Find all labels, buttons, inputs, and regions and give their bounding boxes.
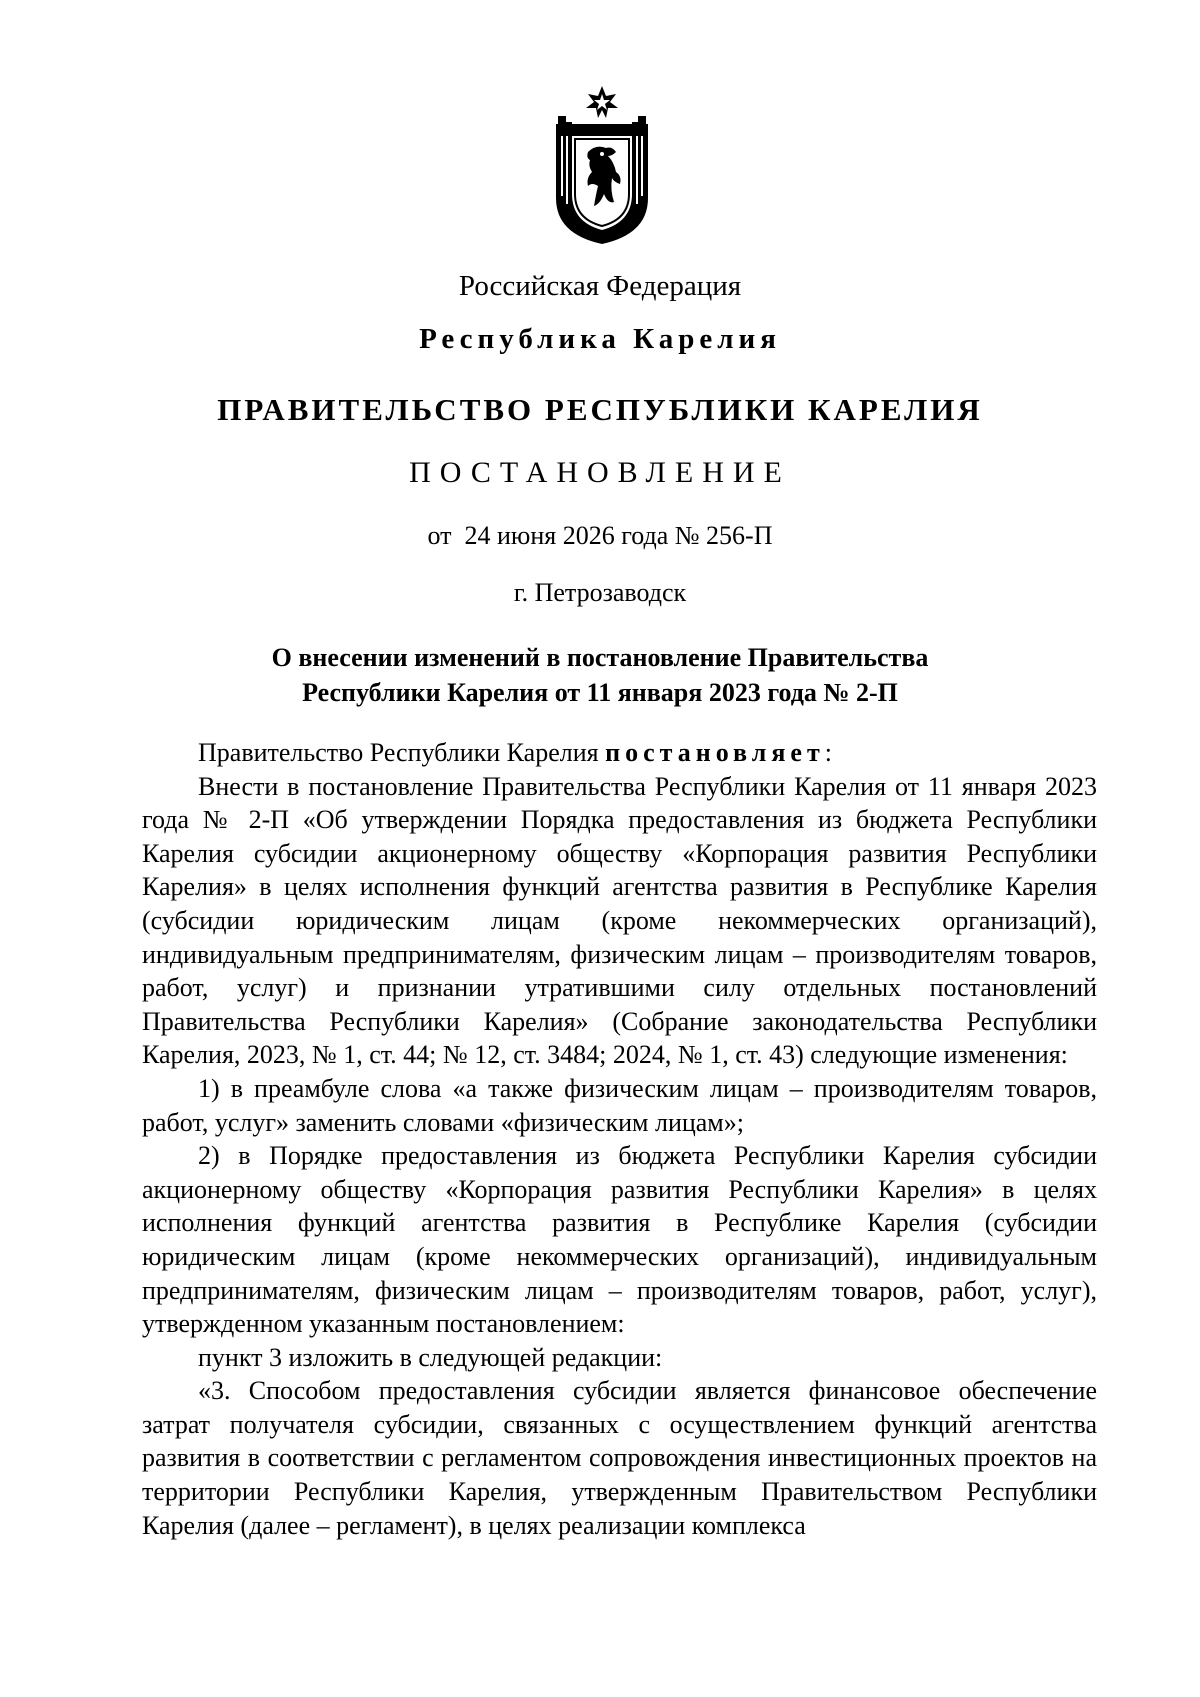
government-name: ПРАВИТЕЛЬСТВО РЕСПУБЛИКИ КАРЕЛИЯ bbox=[217, 392, 983, 427]
republic-name: Республика Карелия bbox=[419, 323, 781, 355]
document-city: г. Петрозаводск bbox=[513, 578, 687, 607]
list-item: 2) в Порядке предоставления из бюджета Республики Карелия субсидии акционерному обществу «Корпорация развития Республики Карелия» в целях исполнения функций агентства развития в Республике Карелия (субсидии юридическим лицам (кроме некоммерческих организаций), индивидуальным предпринимателям, физическим лицам – производителям товаров, работ, услуг), утвержденном указанным постановлением: bbox=[142, 1141, 1097, 1339]
document-title bbox=[0, 640, 1200, 710]
country-name: Российская Федерация bbox=[458, 270, 742, 302]
intro-prefix: Правительство Республики Карелия bbox=[198, 738, 606, 767]
intro-suffix: : bbox=[824, 738, 832, 767]
document-date-number: от 24 июня 2026 года № 256-П bbox=[427, 521, 773, 550]
list-item: пункт 3 изложить в следующей редакции: bbox=[198, 1342, 663, 1372]
document-type: ПОСТАНОВЛЕНИЕ bbox=[409, 456, 791, 489]
body-paragraph: Внести в постановление Правительства Республики Карелия от 11 января 2023 года № 2-П «Об утверждении Порядка предоставления из бюджета Республики Карелия субсидии акционерному обществу «Корпорация развития Республики Карелия» в целях исполнения функций агентства развития в Республике Карелия (субсидии юридическим лицам (кроме некоммерческих организаций), индивидуальным предпринимателям, физическим лицам – производителям товаров, работ, услуг) и признании утратившими силу отдельных постановлений Правительства Республики Карелия» (Собрание законодательства Республики Карелия, 2023, № 1, ст. 44; № 12, ст. 3484; 2024, № 1, ст. 43) следующие изменения: bbox=[142, 771, 1097, 1070]
document-title-line: Республики Карелия от 11 января 2023 года № 2-П bbox=[302, 678, 898, 707]
document-title-line: О внесении изменений в постановление Правительства bbox=[271, 643, 929, 672]
list-item: 1) в преамбуле слова «а также физическим лицам – производителям товаров, работ, услуг» заменить словами «физическим лицам»; bbox=[142, 1073, 1097, 1137]
document-body bbox=[142, 736, 1097, 1542]
list-item: «3. Способом предоставления субсидии является финансовое обеспечение затрат получателя субсидии, связанных с осуществлением функций агентства развития в соответствии с регламентом сопровождения инвестиционных проектов на территории Республики Карелия, утвержденным Правительством Республики Карелия (далее – регламент), в целях реализации комплекса bbox=[142, 1376, 1097, 1540]
intro-verb: постановляет bbox=[605, 738, 825, 767]
coat-of-arms-karelia-emblem bbox=[552, 86, 652, 246]
intro-paragraph bbox=[142, 736, 1097, 770]
